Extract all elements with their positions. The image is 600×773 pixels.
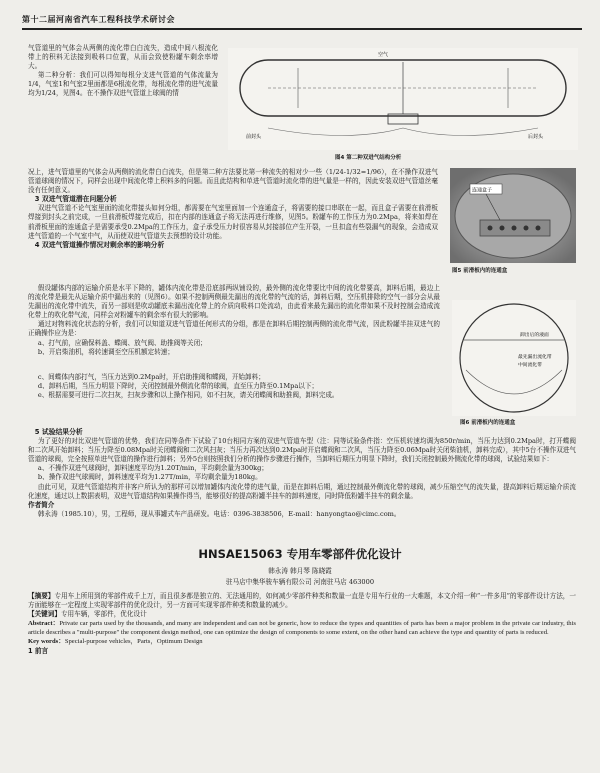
fig4-caption: 图4 第二种双进气结构分析 [335,155,402,161]
figure-4 [228,48,578,150]
fig4-label-front: 前封头 [246,134,262,140]
section-3-body: 双进气管道不论气室里面的流化带接头如何分组，都需要在气室里面加一个连通盒子，将需要的接口串联在一起，而且盒子需要在前滑板焊接到封头之前完成，一旦前滑板焊接完成后，扣在内部的连通盒子将无法再进行维修，见图5。粉罐车的工作压力为0.2Mpa，将来如焊在前滑板里面的连通盒子是需要承受0.2Mpa的工作压力，盒子承受压力时很容易从封接部位产生开裂，一旦扣盒有些裂漏气的现象，会造成双进气管道的一个气室中气，从而使双进气管道失去预想的设计功能。 [28,204,438,240]
author-info-body: 韩永涛（1985.10），男，工程师，现从事罐式车产品研发。电话：0396-3838506，E-mail：hanyongtao@cimc.com。 [37,509,401,518]
figure-6 [452,300,576,416]
fig6-caption: 图6 前滑板内的连通盒 [460,420,516,426]
left-para-1: 气管道里的气体会从两侧的流化带白白流失，造成中间八根流化带上的积料无法接到吸料口位置，从而会致使粉罐车剩余率增大。 [28,44,218,71]
abstract-cn: 专用车上所用到的零部件成千上万，而且很多都是独立的、无法通用的，如何减少零部件种类和数量一直是专用车行业的一大难题，本文介绍一种“一件多用”的零部件设计方法，一方面能够在一定程度上实现零部件的优化设计，另一方面可实现零部件种类和数量的减少。 [28,592,576,610]
section-4-block [28,284,440,357]
header-rule [22,28,582,30]
keywords-label: 【关键词】 [28,610,61,619]
running-header: 第十二届河南省汽车工程科技学术研讨会 [22,15,175,24]
abstract-label: 【摘要】 [28,592,55,600]
left-column-lower [28,168,438,250]
left-para-3: 况上，进气管道里的气体会从两侧的流化带白白流失，但是第二种方法要比第一种流失的相对少一些（1/24-1/32=1/96），在不操作双进气管道球阀的情况下，同样会出现中间流化带上积料多的问题。而且此结构和单进气管道时流化带的进气量是一样的，因此安装双进气管道丝毫没有任何意义。 [28,168,438,195]
fig6-label-edge: 最先漏出流化带 [518,355,552,360]
sec4-item-a: a、打气前，应确保料盖、蝶阀、放气阀、助推阀等关闭； [37,338,207,347]
section-4-heading: 4 双进气管道操作情况对剩余率的影响分析 [34,240,165,249]
figure-5 [450,168,576,263]
sec5-item-a: a、不操作双进气球阀时，卸料速度平均为1.20T/min，平均剩余量为300kg； [37,464,268,473]
lower-text-block [28,373,444,400]
fig4-label-rear: 后封头 [528,134,544,140]
author-info-heading: 作者简介 [28,500,55,509]
fig5-label: 连通盒子 [472,187,493,194]
sec5-item-b: b、操作双进气球阀时，卸料速度平均为1.27T/min，平均剩余量为180kg。 [37,473,262,482]
sec4-item-e: e、根据需要可进行二次扫灰，扫灰步骤和以上操作相同，如不扫灰，请关闭蝶阀和助推阀，卸料完成。 [37,391,339,400]
section-4-body: 假设罐体内部的运输介质是水平下降的，罐体内流化带是沿底部两纵铺设的，最外侧的流化带要比中间的流化带要高，卸料后期，最边上的流化带是最先从运输介质中漏出来的（见图6）。如果不控制两侧最先漏出的流化带的气流的话，卸料后期，空压机排除的空气一部分会从最先漏出的流化带中流失，而另一部则是吹动罐底未漏出流化带上的介质向吸料口处流动，由此看来最先漏出的流化带如果不及时控制会造成流化带上的吹化带气流，同样会对粉罐车的剩余率有很大的影响。 [28,284,440,320]
section-5-body: 为了更好的对比双进气管道的优势，我们在同等条件下试验了10台相同方案的双进气管道车型（注：同等试验条件指：空压机转速均调为850r/min，当压力达到0.2Mpa时，打开蝶阀和二次风开始卸料；当压力降至0.08Mpa时关闭蝶阀和二次风扫灰；当压力再次达到0.2Mpa时开启蝶阀和二次风，当压力降至0.06Mpa时关闭柴油机，卸料完成），其中5台不操作双进气管道的球阀，完全按照单进气管道的操作进行卸料；另外5台则按照我们分析的操作步骤进行操作，当卸料后期压力明显下降时，我们关闭控制最外侧流化带的球阀，试验结果如下： [28,437,577,464]
sec4-item-d: d、卸料后期，当压力明显下降时，关闭控制最外侧流化带的球阀，直至压力降至0.1Mpa以下； [37,382,319,391]
fig6-label-middle: 中间流化带 [518,363,542,368]
fig6-label-level: 卸出后的液面 [520,333,549,338]
keywords-en: Special-purpose vehicles，Parts，Optimum Design [64,638,203,646]
keywords-en-label: Key words： [28,638,65,646]
section-5-block [28,428,576,519]
abstract-en: Private car parts used by the thousands, and many are independent and can not be generic, how to reduce the types and quantities of parts has been a major problem in the private car industry, this article describes a "multi-purpose" the component design method, one can optimize the design of components to some extent, on the other hand can achieve the type and quantity of parts is reduced. [28,620,576,637]
fig5-caption: 图5 前滑板内的连通盒 [452,268,508,274]
abstract-en-label: Abstract： [28,620,60,628]
article-2-abstract [28,592,576,656]
article-2-title: HNSAE15063 专用车零部件优化设计 [198,547,402,561]
article-2-affiliation: 驻马店中集华骏车辆有限公司 河南驻马店 463000 [225,578,375,586]
intro-heading: 1 前言 [28,646,49,655]
fig4-label-air: 空气 [378,52,389,58]
left-column [28,44,218,99]
section-3-heading: 3 双进气管道潜在问题分析 [34,195,117,204]
keywords-cn: 专用车辆，零部件，优化设计 [60,610,147,619]
sec4-item-b: b、开启柴油机，将转速调至空压机额定转速； [37,347,174,356]
section-5-heading: 5 试验结果分析 [34,428,83,436]
section-4-para-2: 通过对物料流化状态的分析，我们可以知道双进气管道任何形式的分组，都是在卸料后期控制两侧的流化带气流，因此粉罐半挂双进气的正确操作应为是： [28,320,440,338]
sec4-item-c: c、间蝶体内部打气，当压力达到0.2Mpa时，开启助推阀和蝶阀，开始卸料； [37,373,265,381]
section-5-para-3: 由此可见，双进气管道结构并非客户所认为的那样可以增加罐体内流化带的进气量，而是在卸料后期，通过控制最外侧流化带的球阀，减少压缩空气的流失量，提高卸料后期运输介质流化速度，通过以上数据表明，双进气管道结构如果操作得当，能够很好的提高粉罐半挂车的卸料速度，同时降低粉罐半挂车的剩余量。 [28,482,576,500]
article-2-authors: 韩永涛 韩月琴 陈晓霞 [268,567,332,575]
left-para-2: 第二种分析：我们可以得知每根分支进气管道的气体流量为1/4，气室1和气室2里面都是6根流化带，每根流化带的进气流量均为1/24，见图4。在不操作双进气管道上球阀的情 [28,71,218,98]
